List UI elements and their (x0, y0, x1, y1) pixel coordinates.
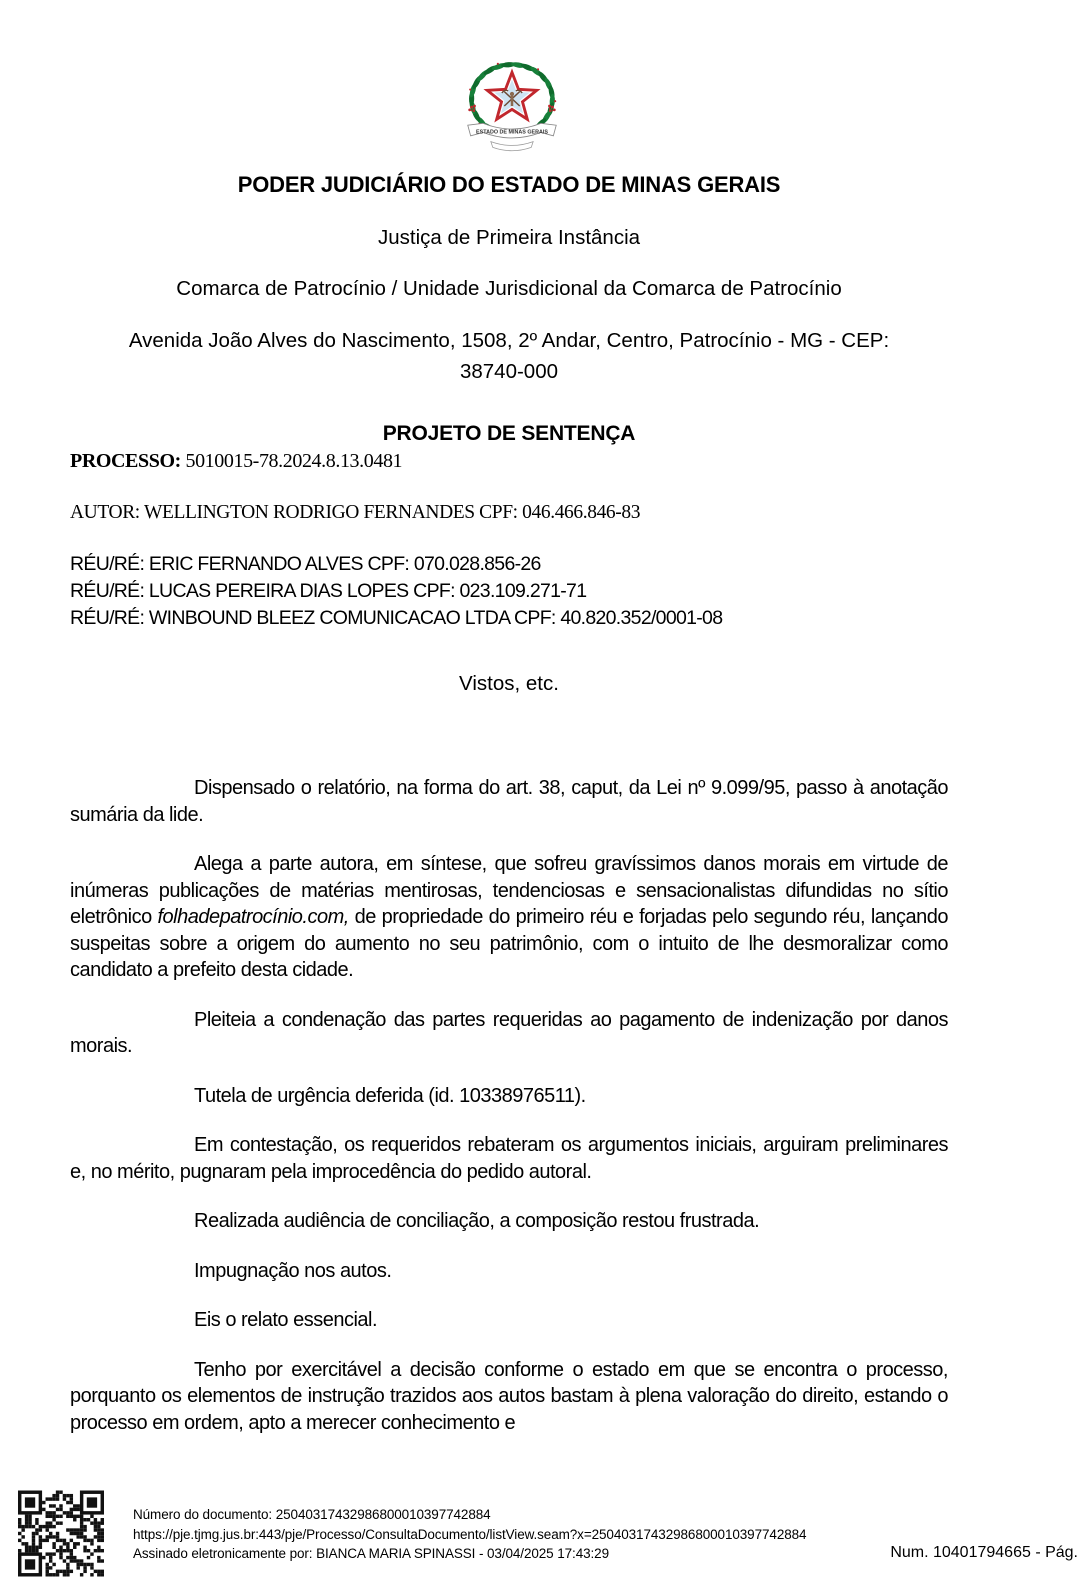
minas-gerais-coat-of-arms (454, 56, 570, 148)
paragraph-1: Dispensado o relatório, na forma do art. 38, caput, da Lei nº 9.099/95, passo à anotação sumária da lide. (70, 777, 948, 826)
address-line-1: Avenida João Alves do Nascimento, 1508, 2º Andar, Centro, Patrocínio - MG - CEP: (128, 329, 890, 352)
processo-line (70, 450, 948, 473)
banner-text: ESTADO DE MINAS GERAIS (476, 129, 548, 136)
reu-line-2: RÉU/RÉ: LUCAS PEREIRA DIAS LOPES CPF: 023.109.271-71 (70, 580, 587, 602)
paragraph-7: Impugnação nos autos. (194, 1259, 392, 1282)
paragraph-2-italic-site: folhadepatrocínio.com, (157, 906, 349, 928)
vistos-line: Vistos, etc. (459, 672, 559, 695)
address-line-2: 38740-000 (459, 360, 559, 383)
paragraph-9: Tenho por exercitável a decisão conforme o estado em que se encontra o processo, porquanto os elementos de instrução trazidos aos autos bastam à plena valoração do direito, estando o processo em ordem, apto a merecer conhecimento e (70, 1358, 948, 1434)
coat-of-arms-svg (454, 56, 570, 156)
court-subtitle: Justiça de Primeira Instância (377, 226, 641, 249)
reu-lines (70, 551, 948, 632)
court-title: PODER JUDICIÁRIO DO ESTADO DE MINAS GERAIS (237, 172, 781, 197)
reu-line-3: RÉU/RÉ: WINBOUND BLEEZ COMUNICACAO LTDA CPF: 40.820.352/0001-08 (70, 607, 723, 629)
red-sprig-left (469, 105, 476, 112)
qr-code (18, 1489, 104, 1578)
document-number-line: Número do documento: 25040317432986800010397742884 (133, 1507, 491, 1522)
footer-metadata (133, 1505, 806, 1564)
comarca-line: Comarca de Patrocínio / Unidade Jurisdicional da Comarca de Patrocínio (176, 277, 842, 300)
paragraph-2-before: Alega a parte autora, em síntese, que sofreu gravíssimos danos morais em virtude de inúmeras publicações de matérias mentirosas, tendenciosas e sensacionalistas difundidas no sítio eletrônico (70, 853, 948, 928)
document-title: PROJETO DE SENTENÇA (382, 422, 636, 445)
red-sprig-right (549, 105, 556, 112)
paragraph-2 (70, 851, 948, 984)
document-url-line: https://pje.tjmg.jus.br:443/pje/Processo/ConsultaDocumento/listView.seam?x=25040317432986800010397742884 (133, 1526, 807, 1542)
processo-label: PROCESSO: (70, 450, 181, 472)
paragraph-2-after: de propriedade do primeiro réu e forjadas pelo segundo réu, lançando suspeitas sobre a origem do aumento no seu patrimônio, com o intuito de lhe desmoralizar como candidato a prefeito desta cidade. (70, 906, 948, 981)
reu-line-1: RÉU/RÉ: ERIC FERNANDO ALVES CPF: 070.028.856-26 (70, 553, 541, 575)
paragraph-8: Eis o relato essencial. (194, 1309, 378, 1331)
address-lines (70, 325, 948, 387)
paragraph-5: Em contestação, os requeridos rebateram os argumentos iniciais, arguiram preliminares e, no mérito, pugnaram pela improcedência do pedido autoral. (70, 1134, 948, 1183)
autor-line: AUTOR: WELLINGTON RODRIGO FERNANDES CPF: 046.466.846-83 (70, 502, 641, 523)
document-body (70, 775, 948, 1459)
lower-ribbon (491, 142, 533, 151)
processo-number: 5010015-78.2024.8.13.0481 (185, 450, 403, 472)
page-number-label: Num. 10401794665 - Pág. (890, 1544, 1078, 1561)
paragraph-6: Realizada audiência de conciliação, a composição restou frustrada. (194, 1210, 760, 1232)
paragraph-4: Tutela de urgência deferida (id. 10338976511). (194, 1084, 586, 1107)
paragraph-3: Pleiteia a condenação das partes requeridas ao pagamento de indenização por danos morais. (70, 1008, 948, 1057)
signature-line: Assinado eletronicamente por: BIANCA MARIA SPINASSI - 03/04/2025 17:43:29 (133, 1546, 609, 1561)
